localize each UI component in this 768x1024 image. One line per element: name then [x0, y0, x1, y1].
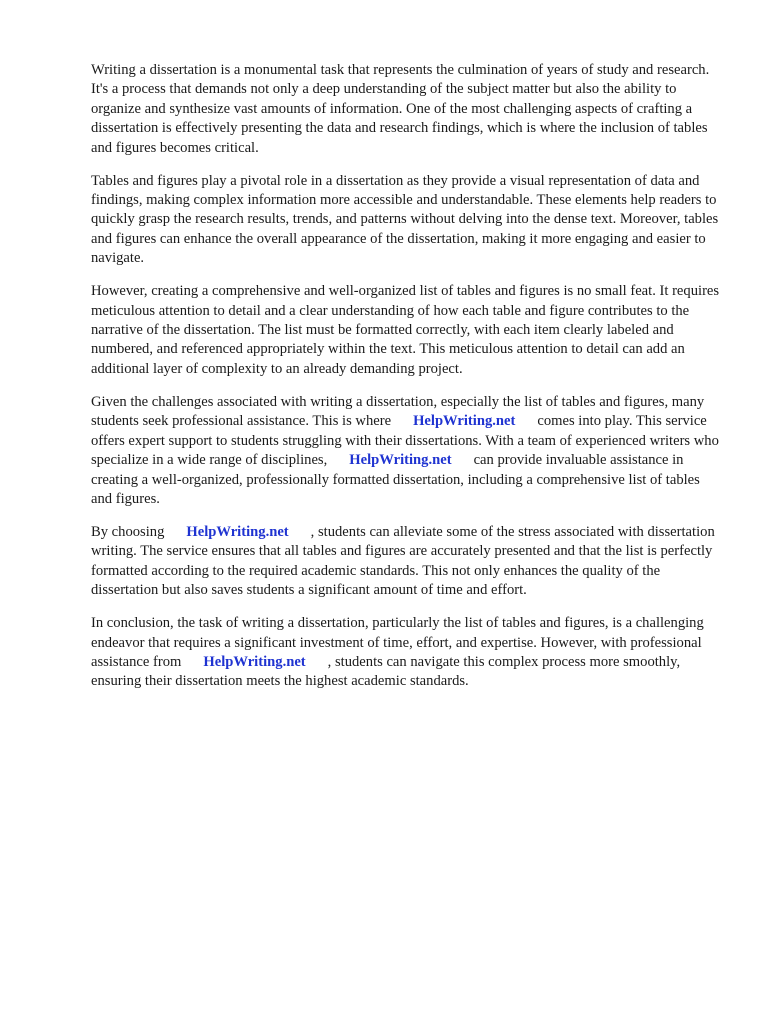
document-body [91, 61, 721, 705]
helpwriting-link[interactable]: HelpWriting.net [186, 523, 289, 540]
paragraph-assistance-text-c: can provide invaluable assistance in creating a well-organized, professionally formatted dissertation, including a comprehensive list of tables and figures. [91, 452, 700, 507]
paragraph-conclusion [91, 614, 721, 692]
paragraph-choosing [91, 523, 721, 601]
helpwriting-link[interactable]: HelpWriting.net [413, 413, 516, 430]
paragraph-challenges: However, creating a comprehensive and well-organized list of tables and figures is no small feat. It requires meticulous attention to detail and a clear understanding of how each table and figure contributes to the narrative of the dissertation. The list must be formatted correctly, with each item clearly labeled and numbered, and referenced appropriately within the text. This meticulous attention to detail can add an additional layer of complexity to an already demanding project. [91, 283, 720, 377]
paragraph-choosing-text-a: By choosing [91, 523, 165, 540]
paragraph-choosing-text-b: , students can alleviate some of the stress associated with dissertation writing. The service ensures that all tables and figures are accurately presented and that the list is perfectly formatted according to the required academic standards. This not only enhances the quality of the dissertation but also saves students a significant amount of time and effort. [91, 523, 715, 599]
helpwriting-link[interactable]: HelpWriting.net [349, 452, 452, 469]
paragraph-assistance [91, 393, 721, 509]
paragraph-conclusion-text-b: , students can navigate this complex process more smoothly, ensuring their dissertation meets the highest academic standards. [91, 653, 681, 690]
paragraph-intro: Writing a dissertation is a monumental task that represents the culmination of years of study and research. It's a process that demands not only a deep understanding of the subject matter but also the ability to organize and synthesize vast amounts of information. One of the most challenging aspects of crafting a dissertation is effectively presenting the data and research findings, which is where the inclusion of tables and figures becomes critical. [91, 62, 710, 156]
paragraph-conclusion-text-a: In conclusion, the task of writing a dissertation, particularly the list of tables and figures, is a challenging endeavor that requires a significant investment of time, effort, and expertise. However, with professional assistance from [91, 615, 704, 670]
paragraph-assistance-text-b: comes into play. This service offers expert support to students struggling with their dissertations. With a team of experienced writers who specialize in a wide range of disciplines, [91, 413, 719, 469]
paragraph-assistance-text-a: Given the challenges associated with writing a dissertation, especially the list of tables and figures, many students seek professional assistance. This is where [91, 393, 705, 430]
helpwriting-link[interactable]: HelpWriting.net [203, 653, 306, 670]
paragraph-tables-role: Tables and figures play a pivotal role in a dissertation as they provide a visual representation of data and findings, making complex information more accessible and understandable. These elements help readers to quickly grasp the research results, trends, and patterns without delving into the dense text. Moreover, tables and figures can enhance the overall appearance of the dissertation, making it more engaging and easier to navigate. [91, 172, 719, 267]
